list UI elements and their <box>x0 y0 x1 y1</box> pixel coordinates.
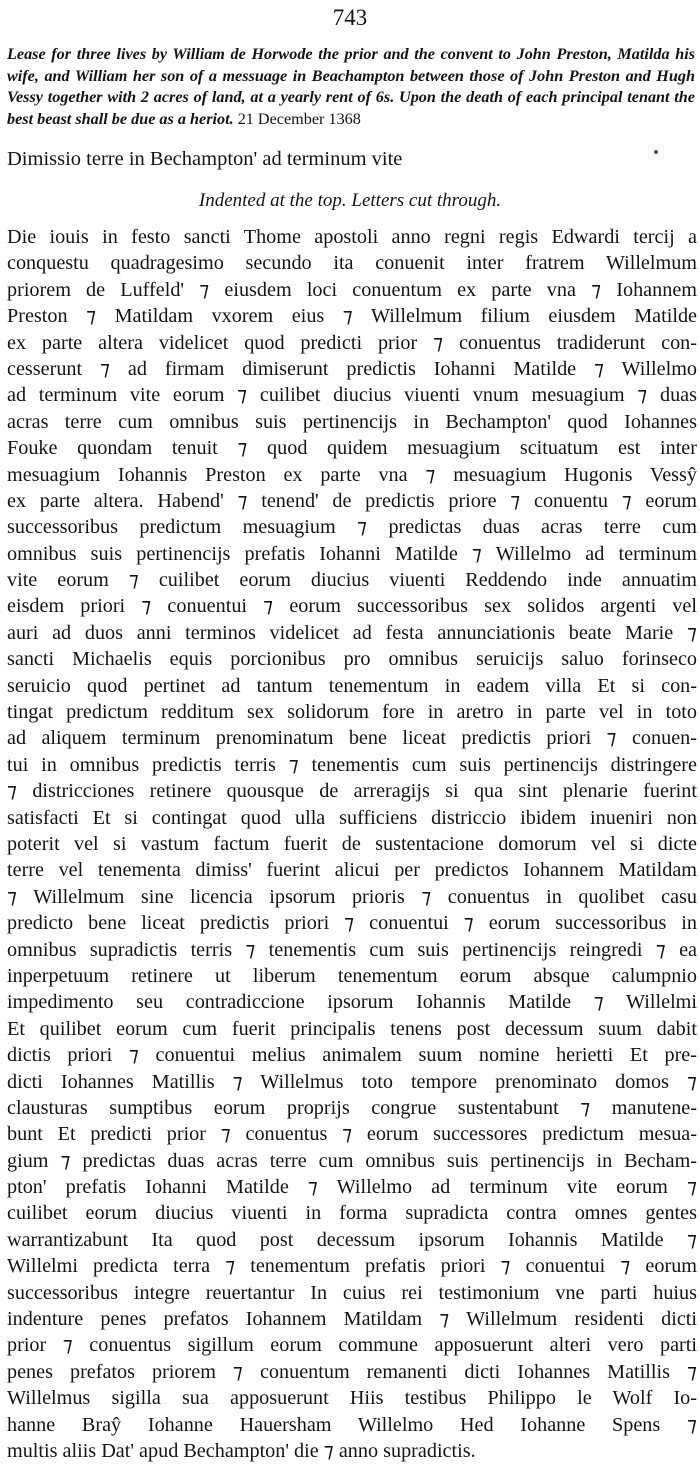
body-line: successoribus integre reuertantur In cuius rei testimonium vne parti huius <box>7 1281 697 1304</box>
body-line: terre vel tenementa dimiss' fuerint alicui per predictos Iohannem Matildam <box>7 859 697 882</box>
document-summary <box>7 44 695 130</box>
body-line: cuilibet eorum diucius viuenti in forma supradicta contra omnes gentes <box>7 1202 697 1225</box>
body-line: predicto bene liceat predictis priori ⁊ conuentui ⁊ eorum successoribus in <box>7 912 697 935</box>
body-line: Willelmus sigilla sua apposuerunt Hiis testibus Philippo le Wolf Io- <box>7 1387 697 1410</box>
body-line: multis aliis Dat' apud Bechampton' die ⁊ anno supradictis. <box>7 1439 476 1462</box>
body-line: sancti Michaelis equis porcionibus pro omnibus seruicijs saluo forinseco <box>7 648 697 671</box>
body-line: ex parte altera videlicet quod predicti prior ⁊ conuentus tradiderunt con- <box>7 331 697 354</box>
body-line: dicti Iohannes Matillis ⁊ Willelmus toto tempore prenominato domos ⁊ <box>7 1070 697 1093</box>
body-line: tingat predictum redditum sex solidorum fore in aretro in parte vel in toto <box>7 701 697 724</box>
body-line: indenture penes prefatos Iohannem Matildam ⁊ Willelmum residenti dicti <box>7 1308 697 1331</box>
body-line: ad terminum vite eorum ⁊ cuilibet diucius viuenti vnum mesuagium ⁊ duas <box>7 384 697 407</box>
body-line: satisfacti Et si contingat quod ulla sufficiens districcio ibidem inueniri non <box>7 806 697 829</box>
body-line: ⁊ districciones retinere quousque de arreragijs si qua sint plenarie fuerint <box>7 780 697 803</box>
body-line: ⁊ Willelmum sine licencia ipsorum prioris ⁊ conuentus in quolibet casu <box>7 885 697 908</box>
body-line: mesuagium Iohannis Preston ex parte vna ⁊ mesuagium Hugonis Vessŷ <box>7 463 697 486</box>
body-line: conquestu quadragesimo secundo ita conuenit inter fratrem Willelmum <box>7 252 697 275</box>
body-line: vite eorum ⁊ cuilibet eorum diucius viuenti Reddendo inde annuatim <box>7 569 697 592</box>
body-line: ad aliquem terminum prenominatum bene liceat predictis priori ⁊ conuen- <box>7 727 697 750</box>
body-line: inperpetuum retinere ut liberum tenementum eorum absque calumpnio <box>7 964 697 987</box>
body-line: impedimento seu contradiccione ipsorum Iohannis Matilde ⁊ Willelmi <box>7 991 697 1014</box>
body-line: Fouke quondam tenuit ⁊ quod quidem mesuagium scituatum est inter <box>7 437 697 460</box>
summary-date: 21 December 1368 <box>237 109 361 128</box>
body-line: acras terre cum omnibus suis pertinencijs in Bechampton' quod Iohannes <box>7 410 697 433</box>
body-line: cesserunt ⁊ ad firmam dimiserunt predictis Iohanni Matilde ⁊ Willelmo <box>7 357 697 380</box>
body-line: omnibus supradictis terris ⁊ tenementis cum suis pertinencijs reingredi ⁊ ea <box>7 938 697 961</box>
body-line: tui in omnibus predictis terris ⁊ tenementis cum suis pertinencijs distringere <box>7 753 697 776</box>
body-line: Et quilibet eorum cum fuerit principalis tenens post decessum suum dabit <box>7 1017 697 1040</box>
body-line: penes prefatos priorem ⁊ conuentum remanenti dicti Iohannes Matillis ⁊ <box>7 1360 697 1383</box>
body-line: priorem de Luffeld' ⁊ eiusdem loci conuentum ex parte vna ⁊ Iohannem <box>7 278 697 301</box>
body-line: eisdem priori ⁊ conuentui ⁊ eorum successoribus sex solidos argenti vel <box>7 595 697 618</box>
page-number: 743 <box>332 5 368 30</box>
body-line: gium ⁊ predictas duas acras terre cum omnibus suis pertinencijs in Becham- <box>7 1149 697 1172</box>
document-heading: Dimissio terre in Bechampton' ad terminum vite <box>7 148 403 170</box>
body-line: successoribus predictum mesuagium ⁊ predictas duas acras terre cum <box>7 516 697 539</box>
body-line: bunt Et predicti prior ⁊ conuentus ⁊ eorum successores predictum mesua- <box>7 1123 697 1146</box>
body-line: Preston ⁊ Matildam vxorem eius ⁊ Willelmum filium eiusdem Matilde <box>7 305 697 328</box>
body-line: Willelmi predicta terra ⁊ tenementum prefatis priori ⁊ conuentui ⁊ eorum <box>7 1255 697 1278</box>
body-line: ex parte altera. Habend' ⁊ tenend' de predictis priore ⁊ conuentu ⁊ eorum <box>7 489 697 512</box>
charter-body <box>7 224 697 1464</box>
body-line: warrantizabunt Ita quod post decessum ipsorum Iohannis Matilde ⁊ <box>7 1228 697 1251</box>
body-line: auri ad duos anni terminos videlicet ad festa annunciationis beate Marie ⁊ <box>7 621 697 644</box>
body-line: prior ⁊ conuentus sigillum eorum commune apposuerunt alteri vero parti <box>7 1334 697 1357</box>
body-line: dictis priori ⁊ conuentui melius animalem suum nomine herietti Et pre- <box>7 1044 697 1067</box>
summary-text: Lease for three lives by William de Horwode the prior and the convent to John Preston, Matilda his wife, and William her son of a messuage in Beachampton between those of John Preston and Hugh Vessy together with 2 acres of land, at a yearly rent of 6s. Upon the death of each principal tenant the best beast shall be due as a heriot. <box>7 45 695 128</box>
body-line: poterit vel si vastum factum fuerit de sustentacione domorum vel si dicte <box>7 832 697 855</box>
body-line: clausturas sumptibus eorum proprijs congrue sustentabunt ⁊ manutene- <box>7 1096 697 1119</box>
body-line: seruicio quod pertinet ad tantum tenementum in eadem villa Et si con- <box>7 674 697 697</box>
body-line: Die iouis in festo sancti Thome apostoli anno regni regis Edwardi tercij a <box>7 226 697 248</box>
body-line: omnibus suis pertinencijs prefatis Iohanni Matilde ⁊ Willelmo ad terminum <box>7 542 697 565</box>
editorial-note: Indented at the top. Letters cut through. <box>198 190 502 211</box>
margin-dot <box>654 150 658 154</box>
body-line: hanne Braŷ Iohanne Hauersham Willelmo Hed Iohanne Spens ⁊ <box>7 1413 697 1436</box>
body-line: pton' prefatis Iohanni Matilde ⁊ Willelmo ad terminum vite eorum ⁊ <box>7 1176 697 1199</box>
